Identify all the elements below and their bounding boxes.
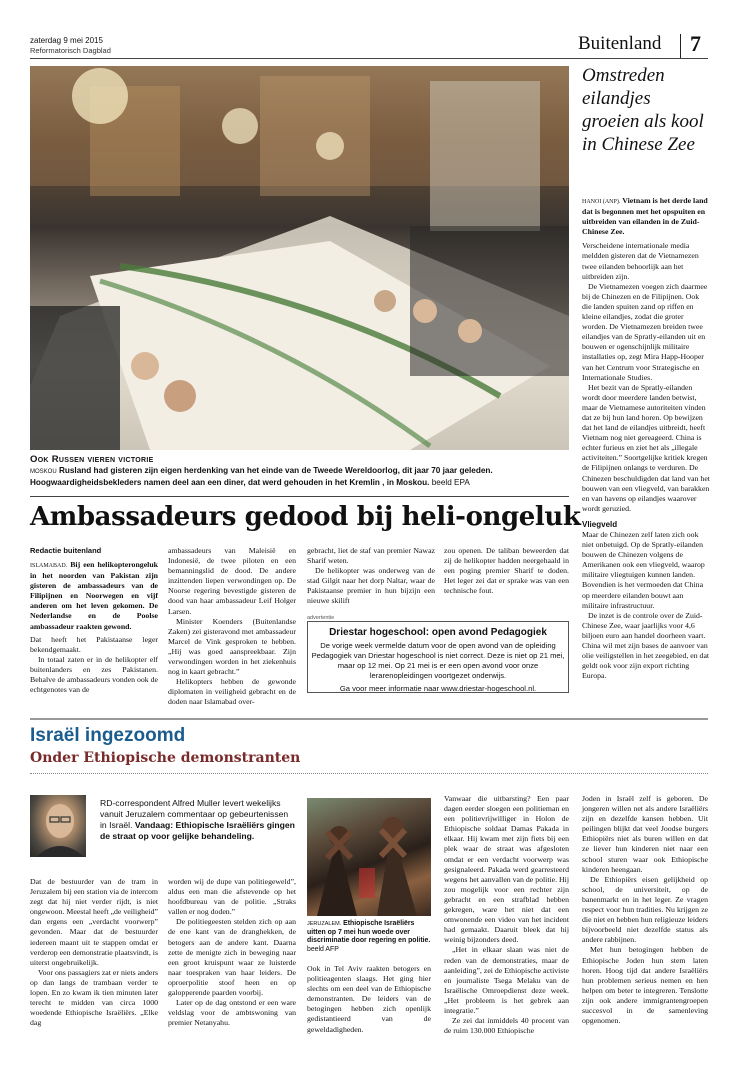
protest-photo [307, 798, 431, 916]
side-para-1: Verscheidene internationale media meldden gisteren dat de Vietnamezen twee eilanden behoorlijk aan het uitbreiden zijn. [582, 241, 699, 281]
paper-name: Reformatorisch Dagblad [30, 46, 111, 55]
correspondent-portrait [30, 795, 86, 857]
side-headline: Omstreden eilandjes groeien als kool in Chinese Zee [582, 65, 704, 155]
ad-body: De vorige week vermelde datum voor de open avond van de opleiding Pedagogiek van Driestar hogeschool is niet correct. Deze is niet op 21 mei, maar op 12 mei. Op 21 mei is er een open avond voor onze lerarenopleidingen voortgezet onderwijs. [311, 641, 565, 680]
main-c3-p1: gebracht, liet de staf van premier Nawaz Sharif weten. [307, 546, 435, 566]
main-col-3 [307, 546, 435, 607]
isr-c5-p3: Met hun betogingen hebben de Ethiopische Joden hun stem laten horen. Hoog tijd dat andere Israëliërs hun problemen serieus nemen en hen helpen om beter te integreren. Tenslotte zijn ook andere immigrantengroepen succesvol in de samenleving opgenomen. [582, 945, 708, 1026]
israel-subtitle: Onder Ethiopische demonstranten [30, 750, 301, 766]
isr-c2-p2: De politiegeesten stelden zich op aan de ene kant van de dranghekken, de betogers aan de andere kant. Daarna zette de menigte zich in beweging naar een groot kruispunt waar ze luisterde naar toespraken van haar leiders. De oproerpolitie stoof heen en op galopperende paarden voorbij. [168, 917, 296, 998]
isr-c1-p2: Voor ons passagiers zat er niets anders op dan langs de trambaan verder te lopen. En zo kwam ik tien minuten later terecht te midden van circa 1000 woedende Ethiopische Israëliërs. „Elke dag [30, 967, 158, 1028]
israel-col-4 [444, 794, 569, 1036]
photo2-caption-credit: beeld AFP [307, 945, 339, 953]
main-c4-p1: zou openen. De taliban beweerden dat zij de helikopter hadden neergehaald in een poging premier Sharif te doden. Het leger zei dat er sprake was van een technische fout. [444, 546, 569, 596]
byline: Redactie buitenland [30, 546, 102, 555]
photo2-caption-text: Ethiopische Israëliërs uitten op 7 mei hun woede over discriminatie door regering en politie. [307, 920, 431, 945]
dotted-rule [30, 773, 708, 774]
main-col-2 [168, 546, 296, 708]
main-lead: Bij een helikopterongeluk in het noorden van Pakistan zijn gisteren de ambassadeurs van de Filipijnen en Noorwegen en vijf anderen om het leven gekomen. De Nederlandse en de Poolse ambassadeur raakten gewond. [30, 560, 158, 631]
isr-c4-p2: „Het in elkaar slaan was niet de reden van de demonstraties, maar de aanleiding”, zei de Ethiopische activiste en journaliste Tsega Melaku van de Israëlische Omroepdienst deze week. „Het probleem is het gebrek aan integratie.” [444, 945, 569, 1015]
advertisement-box[interactable] [307, 621, 569, 693]
banquet-photo [30, 66, 569, 450]
ad-label: advertentie [307, 615, 335, 621]
main-col-1 [30, 560, 158, 695]
main-col-4 [444, 546, 569, 596]
isr-c1-p1: Dat de bestuurder van de tram in Jeruzalem bij een station via de intercom zegt dat hij niet verder rijdt, is niet ongewoon. Meestal heeft „de veiligheid” dan ergens een „verdacht voorwerp” gevonden. Maar dat de bestuurder iedereen maant uit te stappen omdat er verderop een demonstratie plaatsvindt, is uiterst ongebruikelijk. [30, 877, 158, 967]
photo1-caption-title: Ook Russen vieren victorie [30, 454, 154, 465]
israel-col-2 [168, 877, 296, 1028]
intro-plain: RD-correspondent Alfred Muller levert wekelijks vanuit Jeruzalem commentaar op gebeurtenissen in Israël. [100, 798, 289, 830]
main-c3-p2: De helikopter was onderweg van de stad Gilgit naar het dorp Naltar, waar de Pakistaanse premier in hun bijzijn een nieuwe skilift [307, 566, 435, 606]
header-rule [30, 58, 708, 59]
main-headline: Ambassadeurs gedood bij heli-ongeluk [30, 502, 581, 532]
isr-c5-p2: De Ethiopiërs eisen gelijkheid op school, de universiteit, op de banenmarkt en in het leger. Ze vragen respect voor hun tradities. Nu krijgen ze die niet en hebben hun religieuze leiders bijvoorbeeld niet dezelfde status als andere rabbijnen. [582, 874, 708, 945]
main-place: ISLAMABAD. [30, 563, 68, 569]
israel-col-3 [307, 964, 431, 1035]
side-article-body [582, 196, 710, 681]
isr-c4-p1: Vanwaar die uitbarsting? Een paar dagen eerder sloegen een politieman en een politievrijwilliger in Holon de Ethiopische soldaat Damas Pakada in elkaar. Hij kwam met zijn fiets bij een plek waar de straat was afgesloten omdat er een verdacht voorwerp was gesignaleerd. Pakada werd gearresteerd wegens het aanvallen van de politie. Hij zou mogelijk voor een rechter zijn gebracht en een strafblad hebben gekregen, ware het niet dat een omwonende een video van het incident had gemaakt. Daaruit bleek dat hij weinig bijzonders deed. [444, 794, 569, 945]
main-c2-p2: Minister Koenders (Buitenlandse Zaken) zei gisteravond met ambassadeur Marcel de Vink gesproken te hebben. „Hij was goed aanspreekbaar. Zijn verwondingen worden in het ziekenhuis nog in kaart gebracht.” [168, 616, 296, 677]
banquet-illustration [30, 66, 569, 450]
side-para-4: Maar de Chinezen zelf laten zich ook niet onbetuigd. Op de Spratly-eilanden bouwen de Chinezen volgens de Amerikanen ook een vliegveld, waarop militaire vliegtuigen kunnen landen. Bovendien is het vermoeden dat China op meerdere eilanden bouwt aan militaire infrastructuur. [582, 530, 705, 610]
israel-title: Israël ingezoomd [30, 725, 186, 746]
isr-c3-p1: Ook in Tel Aviv raakten betogers en politieagenten slaags. Het ging hier slechts om een deel van de Ethiopische demonstranten. De leiders van de betogingen hebben zich openlijk gedistantieerd van de geweldadigheden. [307, 964, 431, 1034]
article-rule [30, 496, 569, 497]
israel-col-5 [582, 794, 708, 1026]
main-c2-p3: Helikopters hebben de gewonde diplomaten in veiligheid gebracht en de doden naar Islamabad over- [168, 677, 296, 707]
photo2-caption-place: JERUZALEM. [307, 921, 342, 927]
isr-c4-p3: Ze zei dat inmiddels 40 procent van de ruim 130.000 Ethiopische [444, 1016, 569, 1036]
side-place: HANOI (ANP). [582, 199, 621, 205]
intro-bold: Vandaag: Ethiopische Israëliërs gingen de straat op voor gelijke behandeling. [100, 820, 295, 841]
photo1-caption-credit: beeld EPA [431, 477, 470, 487]
main-c1-p1: Dat heeft het Pakistaanse leger bekendgemaakt. [30, 634, 158, 654]
side-para-5: De inzet is de controle over de Zuid-Chinese Zee, waar jaarlijks voor 4,6 biljoen euro aan handel doorheen vaart. China wil met zijn bases de aanvoer van olie veiligstellen in het zeegebied, en dat geldt ook voor zijn export richting Europa. [582, 610, 710, 681]
isr-c2-p1: worden wij de dupe van politiegeweld”, aldus een man die afstevende op het hoofdbureau van de politie. „Straks vallen er nog doden.” [168, 877, 296, 917]
side-para-3: Het bezit van de Spratly-eilanden wordt door meerdere landen betwist, maar de Vietnamese autoriteiten vinden dat ze bij hun land horen. Op bewijzen dat het land de eilandjes uitbreidt, heeft Vietnam nog niet gereageerd. China is echter furieus en ziet het als „illegale activiteiten.” Soortgelijke kritiek kregen de Filipijnen onlangs te verduren. De Chinezen beschuldigden dat land van het bouwen van een vliegveld, van barakken en van havens op eilandjes waarover wordt geruzied. [582, 382, 710, 513]
photo2-caption [307, 920, 431, 954]
section-title: Buitenland [578, 33, 662, 54]
isr-c2-p3: Later op de dag ontstond er een ware veldslag voor de ambtswoning van premier Netanyahu. [168, 998, 296, 1028]
side-para-2: De Vietnamezen voegen zich daarmee bij de Chinezen en de Filipijnen. Ook die landen spuiten zand op riffen en kleine eilandjes, zodat die groter worden. De Vietnamezen breiden twee eilandjes van de Spratly-eilanden uit en bouwen er ogenschijnlijk militaire installaties op, zegt Mira Happ-Hooper van het Centrum voor Strategische en Internationale Studies. [582, 281, 708, 382]
photo1-caption-text: Rusland had gisteren zijn eigen herdenking van het einde van de Tweede Wereldoorlog, dit jaar 70 jaar geleden. Hoogwaardigheidsbekleders namen deel aan een diner, dat werd gehouden in het Kremlin , in Moskou. [30, 466, 493, 487]
portrait-illustration [30, 795, 86, 857]
side-subhead: Vliegveld [582, 519, 618, 529]
section-rule [30, 718, 708, 720]
ad-title: Driestar hogeschool: open avond Pedagogiek [329, 627, 547, 638]
photo1-caption-place: MOSKOU [30, 469, 57, 475]
protest-illustration [307, 798, 431, 916]
header-divider [680, 34, 681, 58]
main-c1-p2: In totaal zaten er in de helikopter elf buitenlanders en zes Pakistanen. Behalve de ambassadeurs vonden ook de echtgenotes van de [30, 654, 158, 695]
side-lead: Vietnam is het derde land dat is begonnen met het opspuiten en uitbreiden van eilanden in de Zuid-Chinese Zee. [582, 196, 708, 237]
main-c2-p1: ambassadeurs van Maleisië en Indonesië, de twee piloten en een bemanningslid de dood. De andere inzittenden liepen verwondingen op. De Noorse regering bevestigde gisteren de dood van haar ambassadeur Leif Holger Larsen. [168, 546, 296, 616]
photo1-caption [30, 466, 569, 488]
issue-date: zaterdag 9 mei 2015 [30, 36, 103, 45]
isr-c5-p1: Joden in Israël zelf is geboren. De jongeren willen net als andere Israëliërs zijn en dezelfde kansen hebben. Uit peilingen blijkt dat veel Joodse burgers Ethiopiërs niet als buren willen en dat ze liever hun kinderen niet naar een school sturen waar ook Ethiopische kinderen heengaan. [582, 794, 708, 874]
ad-link[interactable]: Ga voor meer informatie naar www.driestar-hogeschool.nl. [339, 684, 537, 693]
israel-intro [100, 798, 296, 842]
israel-col-1 [30, 877, 158, 1028]
page-number: 7 [690, 31, 701, 56]
